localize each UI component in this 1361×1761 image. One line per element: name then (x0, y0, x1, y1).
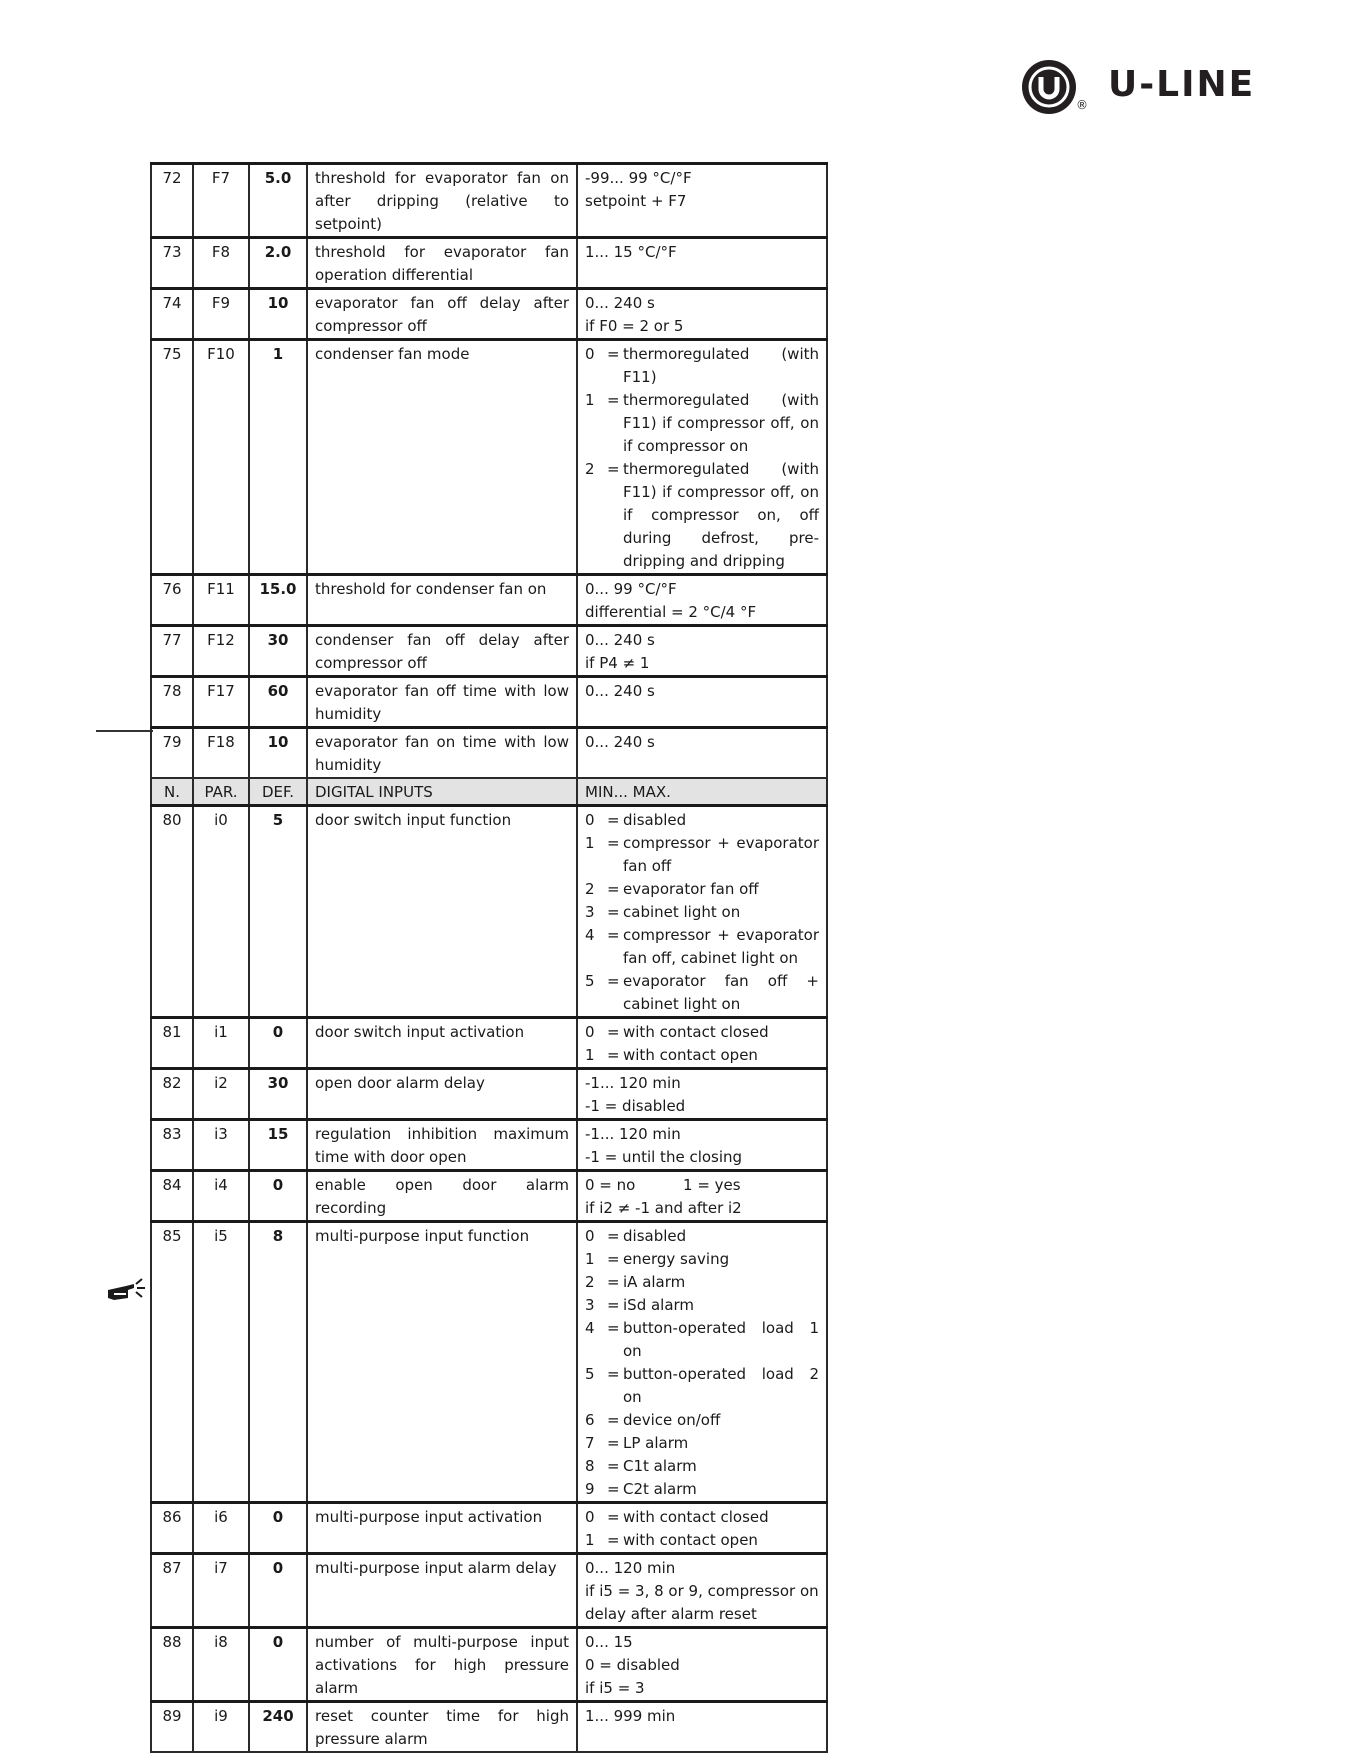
param-description: open door alarm delay (307, 1069, 577, 1120)
param-number: 83 (151, 1120, 193, 1171)
table-row (151, 677, 827, 728)
param-number: 80 (151, 806, 193, 1018)
range-line: 0... 240 s (585, 682, 655, 700)
option-equals: = (607, 834, 620, 852)
fan-parameters-group (151, 164, 827, 779)
option-equals: = (607, 1046, 620, 1064)
range-option (585, 1432, 819, 1455)
param-description: condenser fan mode (307, 340, 577, 575)
param-range (577, 1120, 827, 1171)
range-line: -1 = disabled (585, 1097, 686, 1115)
range-option (585, 809, 819, 832)
param-description: multi-purpose input alarm delay (307, 1554, 577, 1628)
param-number: 79 (151, 728, 193, 779)
param-range (577, 1554, 827, 1628)
param-code: i0 (193, 806, 249, 1018)
param-description: multi-purpose input activation (307, 1503, 577, 1554)
parameters-table (150, 162, 828, 1753)
range-option (585, 832, 819, 878)
range-option (585, 1506, 819, 1529)
option-text: with contact open (623, 1531, 758, 1549)
param-code: i5 (193, 1222, 249, 1503)
option-text: with contact closed (623, 1023, 769, 1041)
table-row (151, 626, 827, 677)
range-line: if F0 = 2 or 5 (585, 317, 684, 335)
header-par: PAR. (193, 778, 249, 806)
param-number: 87 (151, 1554, 193, 1628)
option-value: 1 (585, 1046, 595, 1064)
option-equals: = (607, 926, 620, 944)
option-value: 5 (585, 1365, 595, 1383)
range-line: 0... 240 s (585, 294, 655, 312)
param-default: 10 (249, 728, 307, 779)
param-range (577, 1018, 827, 1069)
param-range (577, 806, 827, 1018)
option-text: iSd alarm (623, 1296, 695, 1314)
param-range (577, 677, 827, 728)
option-value: 1 (585, 834, 595, 852)
param-code: i1 (193, 1018, 249, 1069)
param-description: condenser fan off delay after compressor off (307, 626, 577, 677)
range-option (585, 1044, 819, 1067)
option-equals: = (607, 811, 620, 829)
brand-name: U-LINE (1108, 64, 1256, 105)
option-text: thermoregulated (with F11) if compressor off, on if compressor on (623, 391, 819, 455)
table-row (151, 1018, 827, 1069)
option-equals: = (607, 1365, 620, 1383)
param-description: enable open door alarm recording (307, 1171, 577, 1222)
option-value: 4 (585, 926, 595, 944)
range-option (585, 1248, 819, 1271)
range-line: 0 = no 1 = yes (585, 1176, 741, 1194)
option-text: LP alarm (623, 1434, 689, 1452)
param-range (577, 1069, 827, 1120)
option-equals: = (607, 345, 620, 363)
option-equals: = (607, 880, 620, 898)
pointing-hand-icon (104, 1276, 148, 1306)
option-value: 8 (585, 1457, 595, 1475)
param-range (577, 1628, 827, 1702)
registered-mark: ® (1076, 98, 1088, 112)
table-row (151, 806, 827, 1018)
table-row (151, 1222, 827, 1503)
option-value: 0 (585, 1508, 595, 1526)
param-code: F11 (193, 575, 249, 626)
param-default: 60 (249, 677, 307, 728)
param-code: i6 (193, 1503, 249, 1554)
header-n: N. (151, 778, 193, 806)
option-value: 1 (585, 1531, 595, 1549)
param-code: F17 (193, 677, 249, 728)
option-text: cabinet light on (623, 903, 741, 921)
param-range (577, 626, 827, 677)
param-code: i7 (193, 1554, 249, 1628)
table-row (151, 1069, 827, 1120)
param-default: 5.0 (249, 164, 307, 238)
param-range (577, 289, 827, 340)
param-code: F18 (193, 728, 249, 779)
param-description: threshold for evaporator fan on after dripping (relative to setpoint) (307, 164, 577, 238)
param-default: 240 (249, 1702, 307, 1753)
param-number: 84 (151, 1171, 193, 1222)
param-default: 1 (249, 340, 307, 575)
option-value: 0 (585, 811, 595, 829)
option-value: 5 (585, 972, 595, 990)
param-default: 0 (249, 1554, 307, 1628)
param-number: 82 (151, 1069, 193, 1120)
u-line-logo-icon (1020, 58, 1078, 116)
param-description: threshold for evaporator fan operation differential (307, 238, 577, 289)
margin-rule (96, 730, 153, 732)
option-equals: = (607, 1250, 620, 1268)
table-row (151, 164, 827, 238)
range-line: if P4 ≠ 1 (585, 654, 650, 672)
range-option (585, 1294, 819, 1317)
range-line: 0... 240 s (585, 733, 655, 751)
range-line: if i2 ≠ -1 and after i2 (585, 1199, 742, 1217)
param-range (577, 1702, 827, 1753)
option-text: disabled (623, 811, 687, 829)
param-range (577, 238, 827, 289)
table-row (151, 289, 827, 340)
param-number: 72 (151, 164, 193, 238)
option-value: 1 (585, 1250, 595, 1268)
range-line: -1 = until the closing (585, 1148, 743, 1166)
param-number: 75 (151, 340, 193, 575)
range-line: -1... 120 min (585, 1125, 681, 1143)
param-range (577, 575, 827, 626)
option-value: 3 (585, 1296, 595, 1314)
param-default: 10 (249, 289, 307, 340)
param-number: 88 (151, 1628, 193, 1702)
range-line: 1... 15 °C/°F (585, 243, 677, 261)
param-number: 85 (151, 1222, 193, 1503)
table-row (151, 340, 827, 575)
option-value: 7 (585, 1434, 595, 1452)
option-equals: = (607, 972, 620, 990)
range-line: setpoint + F7 (585, 192, 687, 210)
param-description: reset counter time for high pressure alarm (307, 1702, 577, 1753)
range-option (585, 1478, 819, 1501)
range-line: if i5 = 3, 8 or 9, compressor on delay after alarm reset (585, 1582, 824, 1623)
option-equals: = (607, 391, 620, 409)
param-description: number of multi-purpose input activations for high pressure alarm (307, 1628, 577, 1702)
table-row (151, 1503, 827, 1554)
table-row (151, 728, 827, 779)
param-default: 0 (249, 1628, 307, 1702)
param-range (577, 1222, 827, 1503)
option-equals: = (607, 1434, 620, 1452)
option-equals: = (607, 1319, 620, 1337)
range-line: if i5 = 3 (585, 1679, 645, 1697)
option-text: thermoregulated (with F11) if compressor off, on if compressor on, off during defrost, pre-dripping and dripping (623, 460, 819, 570)
table-row (151, 1554, 827, 1628)
param-range (577, 1503, 827, 1554)
range-option (585, 878, 819, 901)
param-code: F7 (193, 164, 249, 238)
range-option (585, 343, 819, 389)
range-line: differential = 2 °C/4 °F (585, 603, 757, 621)
range-line: 1... 999 min (585, 1707, 676, 1725)
option-value: 4 (585, 1319, 595, 1337)
range-line: 0 = disabled (585, 1656, 680, 1674)
option-value: 2 (585, 460, 595, 478)
range-option (585, 924, 819, 970)
option-text: iA alarm (623, 1273, 686, 1291)
option-equals: = (607, 903, 620, 921)
option-equals: = (607, 1480, 620, 1498)
param-description: evaporator fan off time with low humidity (307, 677, 577, 728)
table-row (151, 1171, 827, 1222)
option-equals: = (607, 1023, 620, 1041)
header-range: MIN... MAX. (577, 778, 827, 806)
range-option (585, 1529, 819, 1552)
param-code: i4 (193, 1171, 249, 1222)
param-code: i3 (193, 1120, 249, 1171)
param-description: multi-purpose input function (307, 1222, 577, 1503)
param-description: regulation inhibition maximum time with door open (307, 1120, 577, 1171)
option-text: disabled (623, 1227, 687, 1245)
param-default: 2.0 (249, 238, 307, 289)
param-description: threshold for condenser fan on (307, 575, 577, 626)
param-default: 0 (249, 1018, 307, 1069)
param-code: F10 (193, 340, 249, 575)
range-line: 0... 99 °C/°F (585, 580, 677, 598)
option-value: 6 (585, 1411, 595, 1429)
range-option (585, 458, 819, 573)
range-option (585, 1317, 819, 1363)
option-text: evaporator fan off + cabinet light on (623, 972, 819, 1013)
param-number: 78 (151, 677, 193, 728)
digital-inputs-group (151, 806, 827, 1753)
range-option (585, 1271, 819, 1294)
param-description: door switch input activation (307, 1018, 577, 1069)
option-text: with contact closed (623, 1508, 769, 1526)
option-equals: = (607, 1227, 620, 1245)
param-description: evaporator fan on time with low humidity (307, 728, 577, 779)
option-equals: = (607, 1457, 620, 1475)
param-default: 0 (249, 1503, 307, 1554)
param-description: evaporator fan off delay after compressor off (307, 289, 577, 340)
option-value: 9 (585, 1480, 595, 1498)
range-line: 0... 120 min (585, 1559, 676, 1577)
range-option (585, 970, 819, 1016)
option-equals: = (607, 460, 620, 478)
param-number: 81 (151, 1018, 193, 1069)
option-text: thermoregulated (with F11) (623, 345, 819, 386)
param-code: i9 (193, 1702, 249, 1753)
param-number: 74 (151, 289, 193, 340)
table-row (151, 1120, 827, 1171)
param-range (577, 340, 827, 575)
option-equals: = (607, 1273, 620, 1291)
param-code: i8 (193, 1628, 249, 1702)
param-description: door switch input function (307, 806, 577, 1018)
option-value: 3 (585, 903, 595, 921)
option-value: 0 (585, 1227, 595, 1245)
param-default: 0 (249, 1171, 307, 1222)
table-row (151, 238, 827, 289)
range-option (585, 1021, 819, 1044)
param-default: 30 (249, 1069, 307, 1120)
param-default: 30 (249, 626, 307, 677)
table-row (151, 1628, 827, 1702)
range-line: 0... 240 s (585, 631, 655, 649)
option-text: device on/off (623, 1411, 721, 1429)
param-range (577, 1171, 827, 1222)
param-default: 15 (249, 1120, 307, 1171)
param-number: 76 (151, 575, 193, 626)
table-header-row (151, 778, 827, 806)
range-option (585, 1225, 819, 1248)
range-option (585, 1455, 819, 1478)
param-number: 77 (151, 626, 193, 677)
param-number: 73 (151, 238, 193, 289)
digital-inputs-header (151, 778, 827, 806)
range-option (585, 389, 819, 458)
header-desc: DIGITAL INPUTS (307, 778, 577, 806)
param-number: 86 (151, 1503, 193, 1554)
option-text: compressor + evaporator fan off, cabinet light on (623, 926, 819, 967)
option-text: compressor + evaporator fan off (623, 834, 819, 875)
range-line: -1... 120 min (585, 1074, 681, 1092)
brand-logo (1020, 58, 1280, 118)
option-text: C2t alarm (623, 1480, 697, 1498)
param-code: F9 (193, 289, 249, 340)
option-value: 0 (585, 345, 595, 363)
param-default: 8 (249, 1222, 307, 1503)
table-row (151, 575, 827, 626)
header-def: DEF. (249, 778, 307, 806)
option-equals: = (607, 1531, 620, 1549)
param-code: F8 (193, 238, 249, 289)
option-text: energy saving (623, 1250, 730, 1268)
option-value: 2 (585, 1273, 595, 1291)
param-code: i2 (193, 1069, 249, 1120)
option-text: with contact open (623, 1046, 758, 1064)
range-line: -99... 99 °C/°F (585, 169, 692, 187)
option-value: 2 (585, 880, 595, 898)
option-equals: = (607, 1296, 620, 1314)
table-row (151, 1702, 827, 1753)
option-text: button-operated load 2 on (623, 1365, 819, 1406)
option-equals: = (607, 1411, 620, 1429)
option-text: C1t alarm (623, 1457, 697, 1475)
param-default: 15.0 (249, 575, 307, 626)
option-text: button-operated load 1 on (623, 1319, 819, 1360)
range-option (585, 1409, 819, 1432)
option-value: 1 (585, 391, 595, 409)
option-value: 0 (585, 1023, 595, 1041)
range-option (585, 901, 819, 924)
param-range (577, 728, 827, 779)
param-code: F12 (193, 626, 249, 677)
range-option (585, 1363, 819, 1409)
range-line: 0... 15 (585, 1633, 633, 1651)
option-equals: = (607, 1508, 620, 1526)
param-default: 5 (249, 806, 307, 1018)
option-text: evaporator fan off (623, 880, 759, 898)
param-range (577, 164, 827, 238)
param-number: 89 (151, 1702, 193, 1753)
